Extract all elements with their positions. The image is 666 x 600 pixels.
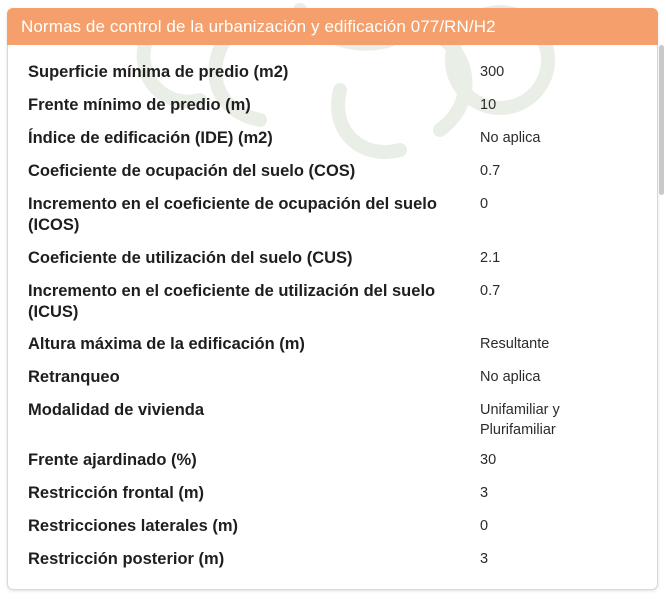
norm-label: Restricción frontal (m) (28, 484, 205, 502)
norm-label: Retranqueo (28, 368, 120, 386)
norm-label: Incremento en el coeficiente de ocupación del suelo (ICOS) (28, 195, 437, 234)
norm-label: Índice de edificación (IDE) (m2) (28, 129, 273, 147)
norm-row (28, 248, 638, 281)
norm-row (28, 128, 638, 161)
norm-row (28, 194, 638, 248)
norm-label: Incremento en el coeficiente de utilización del suelo (ICUS) (28, 282, 436, 321)
norm-row (28, 483, 638, 516)
norm-label: Coeficiente de utilización del suelo (CUS) (28, 249, 353, 267)
norm-row (28, 161, 638, 194)
norm-row (28, 334, 638, 367)
norm-value: 3 (480, 551, 489, 567)
norm-row (28, 62, 638, 95)
norm-value: 3 (480, 485, 489, 501)
norm-row (28, 549, 638, 582)
norm-label: Frente mínimo de predio (m) (28, 96, 251, 114)
norm-value: 0.7 (480, 163, 501, 179)
norm-value: Resultante (480, 336, 550, 352)
norm-row (28, 450, 638, 483)
norm-value: Unifamiliar y Plurifamiliar (480, 402, 560, 438)
panel-title: Normas de control de la urbanización y edificación 077/RN/H2 (21, 17, 496, 36)
norm-value: No aplica (480, 130, 541, 146)
norm-label: Coeficiente de ocupación del suelo (COS) (28, 162, 356, 180)
scrollbar[interactable] (659, 45, 664, 195)
norm-label: Restricción posterior (m) (28, 550, 225, 568)
norm-row (28, 400, 638, 450)
norm-label: Frente ajardinado (%) (28, 451, 197, 469)
panel-header (7, 8, 658, 45)
norm-value: 2.1 (480, 250, 501, 266)
norm-value: No aplica (480, 369, 541, 385)
norm-label: Modalidad de vivienda (28, 401, 205, 419)
norm-row (28, 516, 638, 549)
norm-value: 300 (480, 64, 505, 80)
norm-label: Altura máxima de la edificación (m) (28, 335, 305, 353)
norms-list (28, 62, 638, 582)
norm-value: 0 (480, 518, 489, 534)
norm-value: 0 (480, 196, 489, 212)
norm-row (28, 95, 638, 128)
norm-label: Restricciones laterales (m) (28, 517, 239, 535)
norm-label: Superficie mínima de predio (m2) (28, 63, 289, 81)
norm-row (28, 367, 638, 400)
norm-value: 30 (480, 452, 497, 468)
norm-value: 0.7 (480, 283, 501, 299)
norm-value: 10 (480, 97, 497, 113)
norm-row (28, 281, 638, 334)
